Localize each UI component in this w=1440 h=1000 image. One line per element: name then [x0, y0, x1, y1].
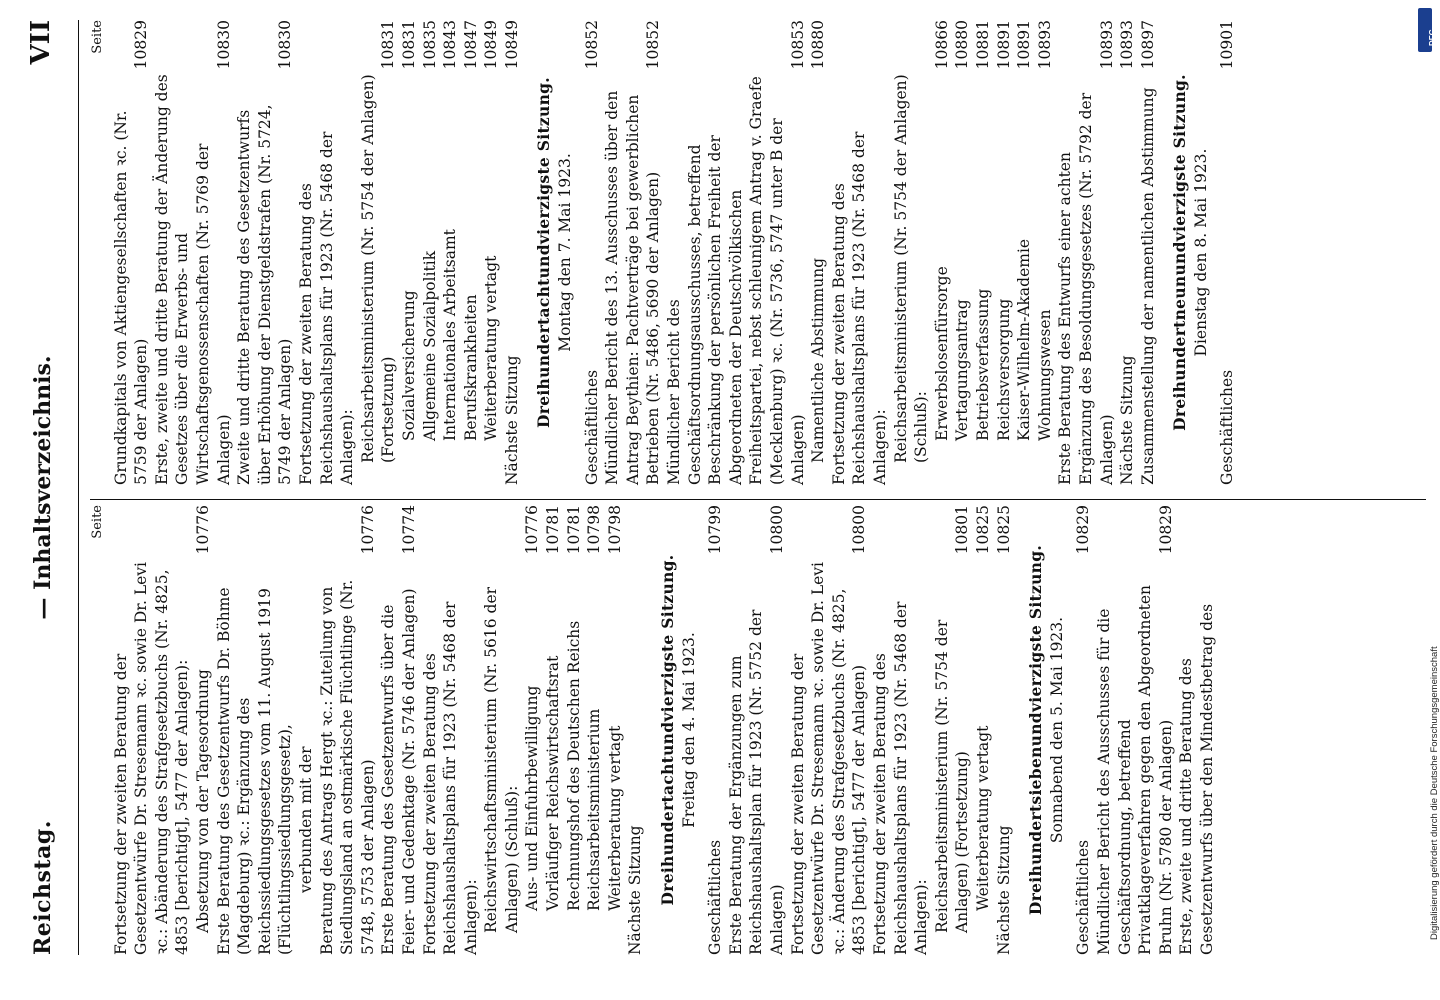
toc-entry	[193, 505, 214, 955]
session-heading: Dreihundertsiebenundvierzigste Sitzung.	[1026, 544, 1046, 916]
entry-page: 10829	[1074, 505, 1093, 555]
toc-entry	[994, 505, 1015, 955]
entry-page: 10891	[994, 20, 1013, 70]
toc-entry	[829, 20, 891, 485]
entry-title: Geschäftliches	[1218, 369, 1237, 485]
toc-entry	[891, 20, 932, 485]
toc-entry	[1014, 20, 1035, 485]
entry-page: 10893	[1035, 20, 1054, 70]
page-header	[8, 20, 68, 955]
toc-entry	[420, 505, 482, 955]
seite-label: Seite	[90, 505, 105, 539]
toc-entry	[1138, 20, 1159, 485]
toc-entry	[584, 505, 605, 955]
right-entries-351	[1217, 20, 1238, 485]
entry-page: 10853	[788, 20, 807, 70]
entry-page: 10800	[768, 505, 786, 555]
entry-title: Allgemeine Sozialpolitik	[420, 250, 439, 441]
entry-title: Reichsarbeitsministerium (Nr. 5754 der Anlagen) (Fortsetzung)	[932, 619, 972, 933]
toc-entry	[1035, 20, 1056, 485]
entry-page: 10852	[644, 20, 663, 70]
entry-title: Beratung des Antrags Hergt ꝛc.: Zuteilung von Siedlungsland an ostmärkische Flüchtlinge (Nr. 5748, 5753 der Anlagen)	[317, 579, 377, 955]
session-heading: Dreihundertneunundvierzigste Sitzung.	[1170, 74, 1190, 431]
session-date: Sonnabend den 5. Mai 1923.	[1047, 616, 1066, 844]
toc-entry	[788, 505, 870, 955]
entry-page: 10776	[523, 505, 542, 555]
entry-page: 10893	[1118, 20, 1137, 70]
entry-page: 10831	[399, 20, 418, 70]
entry-title: Weiterberatung vertagt	[973, 725, 992, 911]
entry-title: Berufskrankheiten	[461, 294, 480, 441]
entry-page: 10897	[1138, 20, 1157, 70]
toc-entry	[1176, 505, 1217, 955]
entry-page: 10901	[1218, 20, 1237, 70]
toc-entry	[602, 20, 664, 485]
entry-title: Fortsetzung der zweiten Beratung der Gesetzentwürfe Dr. Stresemann ꝛc. sowie Dr. Levi ꝛc.: Änderung des Strafgesetzbuchs (Nr. 4825, 4853 [berichtigt], 5477 der Anlagen)	[788, 562, 869, 955]
entry-title: Weiterberatung vertagt	[605, 725, 624, 911]
left-entries-348	[705, 505, 1014, 955]
toc-entry	[296, 505, 317, 955]
toc-entry	[440, 20, 461, 485]
entry-page: 10830	[276, 20, 295, 70]
dfg-logo: DFG	[1418, 8, 1432, 52]
entry-title: Reichsarbeitsministerium (Nr. 5754 der Anlagen) (Fortsetzung)	[358, 74, 398, 463]
entry-page: 10781	[544, 505, 563, 555]
session-heading: Dreihundertachtundvierzigste Sitzung.	[534, 77, 554, 428]
toc-entry	[605, 505, 626, 955]
toc-entry	[870, 505, 932, 955]
entry-title: Kaiser-Wilhelm-Akademie	[1015, 238, 1034, 441]
toc-entry	[808, 20, 829, 485]
toc-entry	[1055, 20, 1117, 485]
entry-title: Absetzung von der Tagesordnung	[193, 669, 212, 933]
entry-title: Internationales Arbeitsamt	[441, 229, 460, 441]
session-date: Montag den 7. Mai 1923.	[556, 153, 575, 352]
entry-title: Fortsetzung der zweiten Beratung des Reichshaushaltsplans für 1923 (Nr. 5468 der Anlagen):	[829, 131, 889, 485]
toc-entry	[1094, 505, 1176, 955]
seite-label: Seite	[90, 20, 105, 54]
entry-page: 10825	[994, 505, 1013, 555]
entry-page: 10798	[585, 505, 604, 555]
session-date: Freitag den 4. Mai 1923.	[679, 632, 698, 828]
entry-title: Fortsetzung der zweiten Beratung des Reichshaushaltsplans für 1923 (Nr. 5468 der Anlagen):	[296, 131, 357, 485]
toc-entry	[214, 505, 296, 955]
entry-title: Vertagungsantrag	[953, 299, 972, 441]
toc-entry	[234, 20, 296, 485]
toc-entry	[1117, 20, 1138, 485]
entry-page: 10843	[441, 20, 460, 70]
entry-page: 10831	[379, 20, 398, 70]
entry-page: 10852	[582, 20, 601, 70]
entry-title: Rechnungshof des Deutschen Reichs	[564, 620, 583, 911]
page-number: VII	[26, 20, 56, 65]
entry-title: Geschäftliches	[706, 839, 725, 955]
entry-page: 10776	[193, 505, 212, 555]
entry-title: Grundkapitals von Aktiengesellschaften ꝛc. (Nr. 5759 der Anlagen)	[111, 110, 151, 485]
entry-title: Erste, zweite und dritte Beratung der Änderung des Gesetzes über die Erwerbs- und Wirtschaftsgenossenschaften (Nr. 5769 der Anlagen)	[152, 74, 233, 485]
entry-page: 10849	[482, 20, 501, 70]
entry-page: 10799	[706, 505, 725, 555]
entry-page: 10798	[605, 505, 624, 555]
toc-entry	[625, 505, 646, 955]
entry-title: Aus- und Einfuhrbewilligung	[523, 685, 542, 911]
right-column	[88, 20, 1238, 485]
entry-page: 10880	[809, 20, 828, 70]
entry-title: Mündlicher Bericht des Geschäftsordnungsausschusses, betreffend Beschränkung der persönlichen Freiheit der Abgeordneten der Deutschvölkischen Freiheitspartei, nebst schleunigem Antrag v. Graefe (Mecklenburg) ꝛc. (Nr. 5736, 5747 unter B der Anlagen)	[665, 76, 807, 485]
entry-page: 10880	[953, 20, 972, 70]
entry-page: 10829	[132, 20, 151, 70]
header-center: — Inhaltsverzeichnis.	[30, 355, 56, 620]
toc-entry	[461, 20, 482, 485]
toc-entry	[522, 505, 543, 955]
entry-title: Mündlicher Bericht des 13. Ausschusses über den Antrag Beythien: Pachtverträge bei gewerblichen Betrieben (Nr. 5486, 5690 der Anlagen)	[603, 90, 663, 485]
toc-entry	[543, 505, 564, 955]
entry-title: Nächste Sitzung	[502, 355, 521, 485]
entry-page: 10776	[358, 505, 377, 555]
toc-entry	[399, 20, 420, 485]
toc-entry	[664, 20, 808, 485]
toc-entry	[481, 505, 522, 955]
toc-entry	[932, 505, 973, 955]
entry-page: 10891	[1015, 20, 1034, 70]
entry-page: 10893	[1097, 20, 1116, 70]
entry-title: Nächste Sitzung	[1118, 355, 1137, 485]
entry-title: Weiterberatung vertagt	[482, 255, 501, 441]
entry-title: Erste Beratung des Gesetzentwurfs über die Feier- und Gedenktage (Nr. 5746 der Anlagen)	[379, 588, 418, 955]
entry-page: 10881	[973, 20, 992, 70]
toc-entry	[358, 20, 399, 485]
entry-title: Nächste Sitzung	[994, 825, 1013, 955]
left-entries-349	[1073, 505, 1217, 955]
entry-page: 10847	[461, 20, 480, 70]
entry-title: Betriebsverfassung	[973, 288, 992, 441]
toc-entry	[152, 20, 234, 485]
entry-title: Nächste Sitzung	[626, 825, 645, 955]
entry-page: 10829	[1156, 505, 1175, 555]
entry-title: Namentliche Abstimmung	[809, 257, 828, 463]
toc-entry	[994, 20, 1015, 485]
toc-entry	[726, 505, 788, 955]
left-column	[88, 505, 1217, 955]
entry-title: Geschäftliches	[1074, 839, 1093, 955]
entry-title: verbunden mit der	[296, 746, 315, 893]
entry-title: Erste Beratung des Gesetzentwurfs Dr. Böhme (Magdeburg) ꝛc.: Ergänzung des Reichssiedlungsgesetzes vom 11. August 1919 (Flüchtlingssiedlungsgesetz),	[214, 587, 295, 955]
toc-entry	[1073, 505, 1094, 955]
entry-title: Zweite und dritte Beratung des Gesetzentwurfs über Erhöhung der Dienstgeldstrafen (Nr. 5724, 5749 der Anlagen)	[235, 104, 295, 485]
toc-entry	[973, 505, 994, 955]
entry-title: Erste, zweite und dritte Beratung des Gesetzentwurfs über den Mindestbetrag des	[1177, 603, 1216, 955]
header-rule	[78, 20, 79, 955]
entry-page: 10801	[953, 505, 972, 555]
entry-page: 10774	[399, 505, 418, 555]
entry-title: Fortsetzung der zweiten Beratung des Reichshaushaltsplans für 1923 (Nr. 5468 der Anlagen):	[420, 601, 480, 955]
entry-title: Reichsversorgung	[994, 298, 1013, 441]
toc-entry	[705, 505, 726, 955]
toc-entry	[952, 20, 973, 485]
left-entries	[111, 505, 646, 955]
entry-title: Reichswirtschaftsministerium (Nr. 5616 der Anlagen) (Schluß):	[482, 586, 521, 933]
entry-title: Fortsetzung der zweiten Beratung des Reichshaushaltsplans für 1923 (Nr. 5468 der Anlagen):	[870, 601, 931, 955]
entry-title: Fortsetzung der zweiten Beratung der Gesetzentwürfe Dr. Stresemann ꝛc. sowie Dr. Levi ꝛc.: Abänderung des Strafgesetzbuchs (Nr. 4825, 4853 [berichtigt], 5477 der Anlagen):	[111, 562, 192, 955]
entry-title: Erste Beratung der Ergänzungen zum Reichshaushaltsplan für 1923 (Nr. 5752 der Anlagen)	[726, 609, 786, 955]
toc-entry	[582, 20, 603, 485]
right-entries-350	[582, 20, 1159, 485]
entry-title: Wohnungswesen	[1035, 309, 1054, 441]
entry-page: 10835	[420, 20, 439, 70]
entry-title: Mündlicher Bericht des Ausschusses für die Geschäftsordnung, betreffend Privatklageverfahren gegen den Abgeordneten Bruhn (Nr. 5780 der Anlagen)	[1094, 584, 1175, 955]
entry-page: 10781	[564, 505, 583, 555]
toc-entry	[564, 505, 585, 955]
entry-page: 10825	[973, 505, 992, 555]
entry-title: Vorläufiger Reichswirtschaftsrat	[544, 655, 563, 911]
entry-page: 10866	[932, 20, 951, 70]
toc-entry	[317, 505, 379, 955]
toc-entry	[973, 20, 994, 485]
toc-entry	[481, 20, 502, 485]
toc-entry	[296, 20, 358, 485]
entry-title: Sozialversicherung	[399, 290, 418, 441]
entry-title: Reichsarbeitsministerium	[585, 708, 604, 911]
toc-entry	[378, 505, 419, 955]
toc-entry	[420, 20, 441, 485]
session-heading: Dreihundertachtundvierzigste Sitzung.	[658, 554, 678, 906]
entry-page: 10849	[502, 20, 521, 70]
toc-entry	[111, 20, 152, 485]
entry-title: Erste Beratung des Entwurfs einer achten Ergänzung des Besoldungsgesetzes (Nr. 5792 der Anlagen)	[1056, 92, 1116, 485]
right-entries	[111, 20, 523, 485]
toc-entry	[502, 20, 523, 485]
digitization-note: Digitalisierung gefördert durch die Deutsche Forschungsgemeinschaft	[1429, 646, 1440, 940]
entry-title: Zusammenstellung der namentlichen Abstimmung	[1138, 87, 1157, 485]
entry-title: Geschäftliches	[582, 369, 601, 485]
entry-page: 10800	[850, 505, 869, 555]
toc-entry	[932, 20, 953, 485]
session-date: Dienstag den 8. Mai 1923.	[1191, 148, 1210, 357]
header-title: Reichstag.	[30, 820, 56, 955]
column-divider	[90, 499, 1426, 500]
entry-page: 10830	[214, 20, 233, 70]
toc-entry	[111, 505, 193, 955]
toc-entry	[1217, 20, 1238, 485]
entry-title: Reichsarbeitsministerium (Nr. 5754 der Anlagen) (Schluß):	[891, 74, 931, 463]
entry-title: Erwerbslosenfürsorge	[932, 266, 951, 441]
